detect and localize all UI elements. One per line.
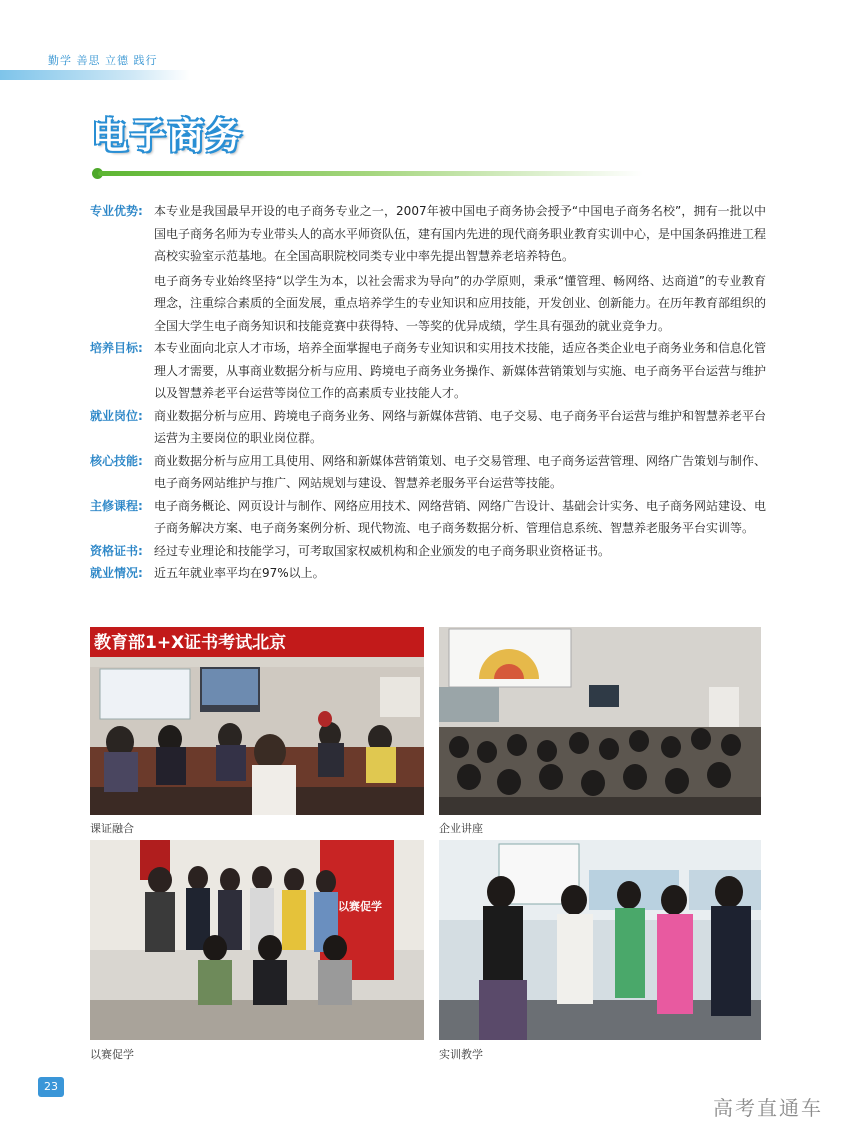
photo-caption: 课证融合 — [90, 822, 134, 835]
section-label: 就业情况: — [90, 566, 143, 580]
header-band — [0, 70, 190, 80]
title-rule — [98, 171, 643, 176]
section-employment — [90, 562, 766, 585]
section-label: 主修课程: — [90, 498, 143, 513]
group-photo-image — [90, 840, 424, 1040]
section-text: 商业数据分析与应用、跨境电子商务业务、网络与新媒体营销、电子交易、电子商务平台运营与维护和智慧养老平台运营为主要岗位的职业岗位群。 — [154, 408, 767, 445]
section-jobs — [90, 405, 766, 450]
training-lab-image — [439, 840, 761, 1040]
section-skills — [90, 450, 766, 495]
section-label: 就业岗位: — [90, 408, 143, 423]
section-courses — [90, 495, 766, 540]
photo-caption: 实训教学 — [439, 1048, 483, 1061]
lecture-hall-image — [439, 627, 761, 815]
page-number: 23 — [38, 1077, 64, 1097]
photo-certificate-exam — [90, 627, 424, 815]
photo-caption: 以赛促学 — [90, 1048, 134, 1061]
photo-banner-text: 以赛促学 — [338, 900, 382, 913]
photo-caption: 企业讲座 — [439, 822, 483, 835]
section-advantages — [90, 200, 766, 268]
section-label: 核心技能: — [90, 453, 143, 468]
section-text: 本专业是我国最早开设的电子商务专业之一，2007年被中国电子商务协会授予“中国电子商务名校”，拥有一批以中国电子商务名师为专业带头人的高水平师资队伍，建有国内先进的现代商务职业教育实训中心，是中国条码推进工程高校实验室示范基地。在全国高职院校同类专业中率先提出智慧养老培养特色。 — [154, 204, 767, 263]
photo-practical-training — [439, 840, 761, 1040]
section-label: 培养目标: — [90, 341, 143, 355]
section-text: 本专业面向北京人才市场，培养全面掌握电子商务专业知识和实用技术技能，适应各类企业电子商务业务和信息化管理人才需要，从事商业数据分析与应用、跨境电子商务业务操作、新媒体营销策划与实施、电子商务平台运营与维护以及智慧养老平台运营等岗位工作的高素质专业技能人才。 — [154, 341, 767, 400]
photo-enterprise-lecture — [439, 627, 761, 815]
section-certificates — [90, 540, 766, 563]
section-text-continued: 电子商务专业始终坚持“以学生为本，以社会需求为导向”的办学原则，秉承“懂管理、畅网络、达商道”的专业教育理念，注重综合素质的全面发展，重点培养学生的专业知识和应用技能，开发创业、创新能力。在历年教育部组织的全国大学生电子商务知识和技能竞赛中获得特、一等奖的优异成绩，学生具有强劲的就业竞争力。 — [154, 273, 767, 333]
page-title: 电子商务 — [92, 116, 245, 157]
section-text: 电子商务概论、网页设计与制作、网络应用技术、网络营销、网络广告设计、基础会计实务、电子商务网站建设、电子商务解决方案、电子商务案例分析、现代物流、电子商务数据分析、管理信息系统、智慧养老服务平台实训等。 — [154, 498, 767, 535]
photo-banner-text: 教育部1+X证书考试北京 — [94, 633, 287, 653]
section-label: 资格证书: — [90, 543, 143, 558]
school-motto: 勤学 善思 立德 践行 — [48, 54, 158, 67]
section-text: 经过专业理论和技能学习，可考取国家权威机构和企业颁发的电子商务职业资格证书。 — [154, 543, 611, 558]
photo-competition — [90, 840, 424, 1040]
section-text: 近五年就业率平均在97%以上。 — [154, 566, 325, 580]
section-goals — [90, 337, 766, 405]
program-description — [90, 200, 766, 585]
watermark-text: 高考直通车 — [713, 1096, 823, 1120]
classroom-exam-image — [90, 627, 424, 815]
section-label: 专业优势: — [90, 204, 143, 218]
section-text: 商业数据分析与应用工具使用、网络和新媒体营销策划、电子交易管理、电子商务运营管理、网络广告策划与制作、电子商务网站维护与推广、网站规划与建设、智慧养老服务平台运营等技能。 — [154, 453, 767, 490]
